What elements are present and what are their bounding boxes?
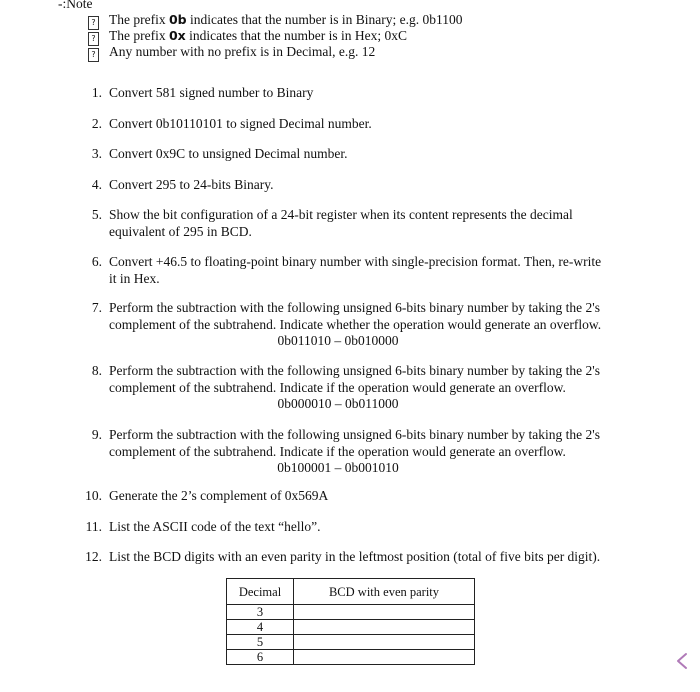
- note-title: -:Note: [58, 0, 93, 11]
- question-9: 9. Perform the subtraction with the following unsigned 6-bits binary number by taking the 2's complement of the subtrahend. Indicate if the operation would generate an overflow. 0b100001 – 0b001010: [82, 427, 627, 477]
- question-10: 10. Generate the 2’s complement of 0x569A: [85, 488, 329, 503]
- note-item: ? The prefix 0b indicates that the number is in Binary; e.g. 0b1100: [88, 12, 462, 30]
- note-item: ? The prefix 0x indicates that the number is in Hex; 0xC: [88, 28, 407, 46]
- question-11: 11. List the ASCII code of the text “hello”.: [85, 519, 321, 534]
- subtraction-expression: 0b000010 – 0b011000: [277, 396, 399, 411]
- table-cell-decimal: 5: [227, 635, 294, 650]
- table-cell-bcd: [294, 605, 475, 620]
- note-item: ? Any number with no prefix is in Decimal, e.g. 12: [88, 44, 375, 62]
- question-4: 4. Convert 295 to 24-bits Binary.: [91, 177, 274, 192]
- table-row: [227, 635, 475, 650]
- table-cell-decimal: 6: [227, 650, 294, 665]
- table-cell-bcd: [294, 650, 475, 665]
- question-12: 12. List the BCD digits with an even parity in the leftmost position (total of five bits per digit).: [85, 549, 601, 564]
- unknown-glyph-icon: ?: [88, 16, 99, 30]
- question-8: 8. Perform the subtraction with the following unsigned 6-bits binary number by taking the 2's complement of the subtrahend. Indicate if the operation would generate an overflow. 0b000010 – 0b011000: [82, 363, 627, 413]
- question-6: 6. Convert +46.5 to floating-point binary number with single-precision format. Then, re-write it in Hex.: [91, 254, 602, 286]
- table-header-row: [227, 579, 475, 605]
- subtraction-expression: 0b100001 – 0b001010: [277, 460, 399, 475]
- subtraction-expression: 0b011010 – 0b010000: [277, 333, 399, 348]
- unknown-glyph-icon: ?: [88, 48, 99, 62]
- question-1: 1. Convert 581 signed number to Binary: [91, 85, 314, 100]
- question-3: 3. Convert 0x9C to unsigned Decimal number.: [91, 146, 348, 161]
- question-2: 2. Convert 0b10110101 to signed Decimal number.: [91, 116, 372, 131]
- table-row: [227, 650, 475, 665]
- table-header-bcd: BCD with even parity: [294, 579, 475, 605]
- unknown-glyph-icon: ?: [88, 32, 99, 46]
- question-7: 7. Perform the subtraction with the following unsigned 6-bits binary number by taking the 2's complement of the subtrahend. Indicate whether the operation would generate an overflow. 0b011010 – 0b010000: [82, 300, 627, 350]
- table-row: [227, 620, 475, 635]
- table-cell-bcd: [294, 620, 475, 635]
- table-cell-bcd: [294, 635, 475, 650]
- chevron-up-icon[interactable]: [674, 650, 690, 672]
- table-cell-decimal: 3: [227, 605, 294, 620]
- table-header-decimal: Decimal: [227, 579, 294, 605]
- table-cell-decimal: 4: [227, 620, 294, 635]
- table-row: [227, 605, 475, 620]
- bcd-table: [226, 578, 475, 665]
- question-5: 5. Show the bit configuration of a 24-bit register when its content represents the decimal equivalent of 295 in BCD.: [91, 207, 573, 239]
